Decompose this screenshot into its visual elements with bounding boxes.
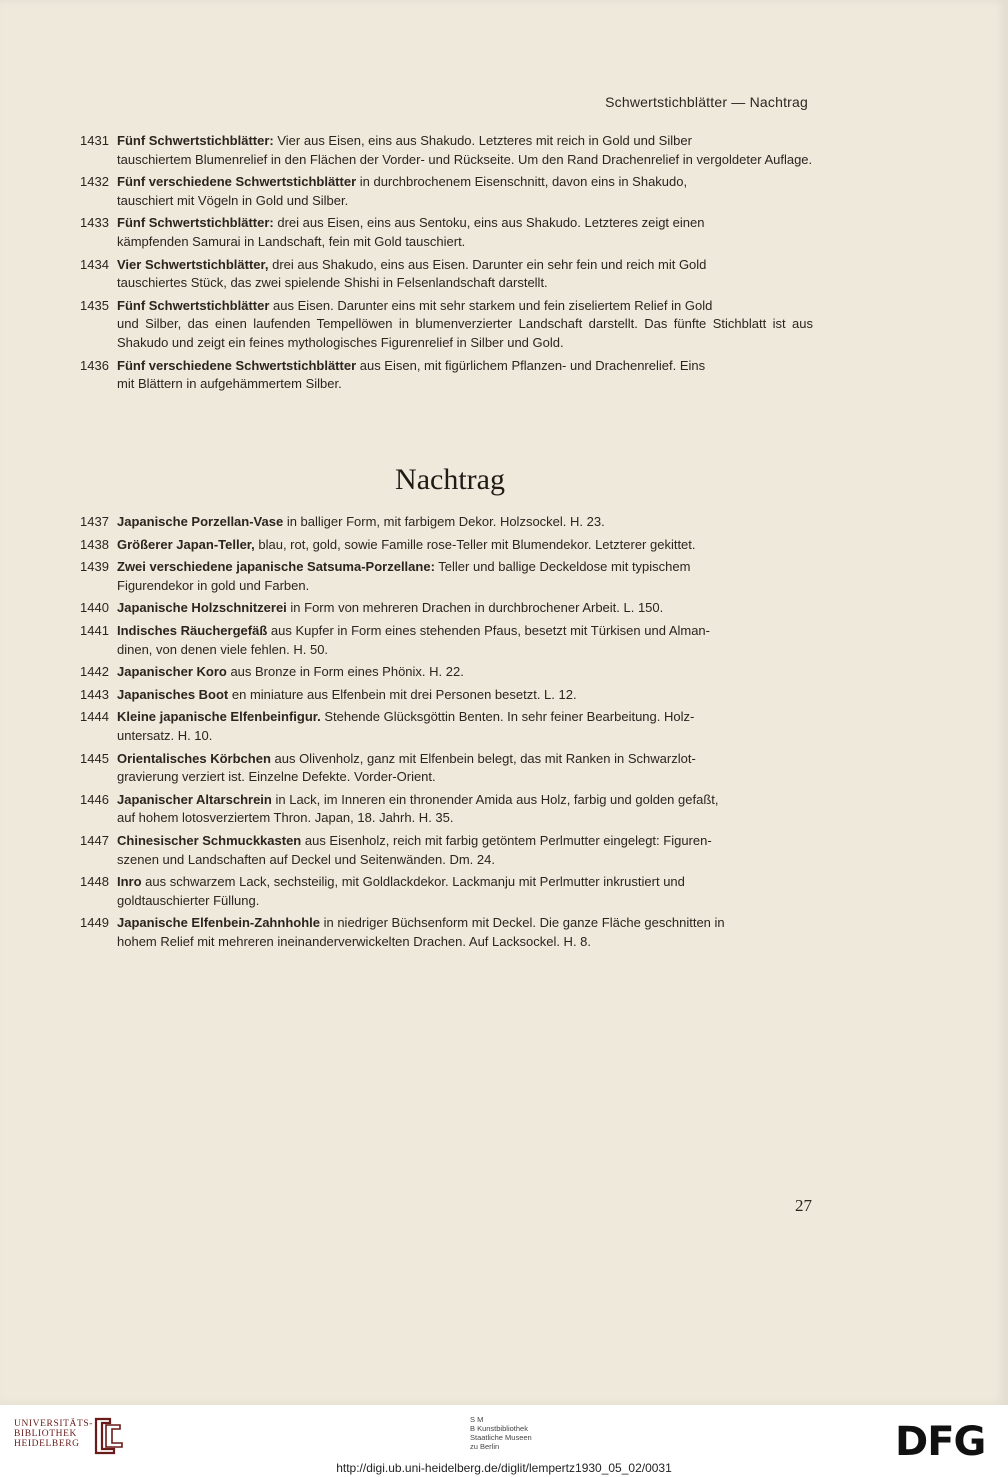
entry-text: aus schwarzem Lack, sechsteilig, mit Goldlackdekor. Lackmanju mit Perlmutter inkrustiert und xyxy=(141,874,685,890)
entry-text: in balliger Form, mit farbigem Dekor. Holzsockel. H. 23. xyxy=(283,514,605,529)
museum-stamp xyxy=(470,1415,532,1451)
running-head: Schwertstichblätter — Nachtrag xyxy=(605,94,808,110)
entry-continuation: goldtauschierter Füllung. xyxy=(117,892,260,908)
catalog-entry xyxy=(80,832,813,869)
stamp-line: Staatliche Museen xyxy=(470,1433,532,1442)
source-url[interactable]: http://digi.ub.uni-heidelberg.de/diglit/lempertz1930_05_02/0031 xyxy=(336,1461,672,1475)
page-number: 27 xyxy=(795,1196,812,1215)
library-logo-icon xyxy=(92,1415,126,1455)
entry-number: 1435 xyxy=(80,297,109,313)
catalog-entry xyxy=(80,297,813,353)
entry-number: 1449 xyxy=(80,915,109,931)
catalog-entry xyxy=(80,750,813,787)
entry-title: Japanische Porzellan-Vase xyxy=(117,514,284,529)
entry-title: Fünf verschiedene Schwertstichblätter xyxy=(117,357,357,373)
entry-number: 1444 xyxy=(80,709,109,725)
entry-text: in durchbrochenem Eisenschnitt, davon eins in Shakudo, xyxy=(356,174,688,190)
entry-number: 1443 xyxy=(80,686,109,702)
catalog-entry xyxy=(80,558,813,595)
entry-title: Kleine japanische Elfenbeinfigur. xyxy=(117,709,321,725)
catalog-entry xyxy=(80,214,813,251)
entry-title: Japanischer Koro xyxy=(117,664,227,680)
entry-number: 1439 xyxy=(80,559,109,575)
entry-number: 1438 xyxy=(80,536,109,552)
library-line: BIBLIOTHEK xyxy=(14,1429,77,1439)
catalog-entry xyxy=(80,708,813,745)
entry-text: blau, rot, gold, sowie Famille rose-Teller mit Blumendekor. Letzterer gekittet. xyxy=(254,536,696,552)
entry-text: in niedriger Büchsenform mit Deckel. Die ganze Fläche geschnitten in xyxy=(319,915,725,931)
entry-title: Fünf Schwertstichblätter: xyxy=(117,215,274,231)
entry-text: aus Olivenholz, ganz mit Elfenbein belegt, das mit Ranken in Schwarzlot- xyxy=(270,750,696,766)
entry-list-nachtrag xyxy=(80,513,813,955)
entry-continuation: gravierung verziert ist. Einzelne Defekte. Vorder-Orient. xyxy=(117,769,436,785)
entry-continuation: tauschiertes Stück, das zwei spielende Shishi in Felsenlandschaft darstellt. xyxy=(117,275,548,291)
catalog-entry xyxy=(80,513,813,532)
entry-title: Fünf Schwertstichblätter xyxy=(117,297,270,313)
entry-title: Japanische Elfenbein-Zahnhohle xyxy=(117,915,320,931)
entry-title: Fünf Schwertstichblätter: xyxy=(117,133,274,148)
entry-number: 1441 xyxy=(80,622,109,638)
entry-title: Japanischer Altarschrein xyxy=(117,791,272,807)
entry-number: 1432 xyxy=(80,174,109,190)
entry-continuation: hohem Relief mit mehreren ineinanderverwickelten Drachen. Auf Lacksockel. H. 8. xyxy=(117,933,592,949)
entry-text: Stehende Glücksgöttin Benten. In sehr feiner Bearbeitung. Holz- xyxy=(320,709,695,725)
library-line: HEIDELBERG xyxy=(14,1439,80,1449)
entry-number: 1446 xyxy=(80,791,109,807)
entry-title: Japanische Holzschnitzerei xyxy=(117,600,287,616)
entry-title: Fünf verschiedene Schwertstichblätter xyxy=(117,174,357,190)
catalog-entry xyxy=(80,599,813,618)
catalog-entry xyxy=(80,256,813,293)
entry-text: en miniature aus Elfenbein mit drei Personen besetzt. L. 12. xyxy=(228,686,577,702)
entry-continuation: mit Blättern in aufgehämmertem Silber. xyxy=(117,376,342,392)
section-title: Nachtrag xyxy=(395,463,505,496)
catalog-entry xyxy=(80,132,813,169)
entry-title: Indisches Räuchergefäß xyxy=(117,622,268,638)
entry-title: Inro xyxy=(117,874,142,890)
library-logo-text xyxy=(14,1419,93,1449)
entry-number: 1440 xyxy=(80,600,109,616)
entry-text: drei aus Eisen, eins aus Sentoku, eins aus Shakudo. Letzteres zeigt einen xyxy=(273,215,705,231)
entry-number: 1442 xyxy=(80,664,109,680)
catalog-entry xyxy=(80,173,813,210)
dfg-logo: DFG xyxy=(895,1419,986,1465)
catalog-entry xyxy=(80,622,813,659)
entry-title: Vier Schwertstichblätter, xyxy=(117,256,269,272)
entry-text: Vier aus Eisen, eins aus Shakudo. Letzteres mit reich in Gold und Silber xyxy=(273,133,692,148)
entry-number: 1437 xyxy=(80,514,109,529)
entry-continuation: dinen, von denen viele fehlen. H. 50. xyxy=(117,641,329,657)
entry-number: 1447 xyxy=(80,832,109,848)
entry-text: aus Bronze in Form eines Phönix. H. 22. xyxy=(226,664,464,680)
library-line: UNIVERSITÄTS- xyxy=(14,1419,94,1429)
stamp-line: B Kunstbibliothek xyxy=(470,1424,528,1433)
entry-continuation: auf hohem lotosverziertem Thron. Japan, 18. Jahrh. H. 35. xyxy=(117,810,454,826)
entry-text: aus Eisen. Darunter eins mit sehr starkem und fein ziseliertem Relief in Gold xyxy=(269,297,713,313)
catalog-entry xyxy=(80,357,813,394)
entry-number: 1433 xyxy=(80,215,109,231)
entry-continuation: tauschiert mit Vögeln in Gold und Silber. xyxy=(117,192,349,208)
entry-number: 1445 xyxy=(80,750,109,766)
entry-title: Japanisches Boot xyxy=(117,686,229,702)
entry-number: 1448 xyxy=(80,874,109,890)
catalog-entry xyxy=(80,536,813,555)
entry-number: 1431 xyxy=(80,133,109,148)
entry-continuation: Figurendekor in gold und Farben. xyxy=(117,577,310,593)
entry-text: aus Eisenholz, reich mit farbig getöntem Perlmutter eingelegt: Figuren- xyxy=(301,832,712,848)
catalog-entry xyxy=(80,791,813,828)
catalog-entry xyxy=(80,686,813,705)
catalog-entry xyxy=(80,663,813,682)
entry-text: aus Kupfer in Form eines stehenden Pfaus, besetzt mit Türkisen und Alman- xyxy=(267,622,710,638)
entry-text: in Form von mehreren Drachen in durchbrochener Arbeit. L. 150. xyxy=(286,600,664,616)
entry-continuation: tauschiertem Blumenrelief in den Flächen der Vorder- und Rückseite. Um den Rand Drachenrelief in vergoldeter Auflage. xyxy=(117,151,813,167)
entry-text: drei aus Shakudo, eins aus Eisen. Darunter ein sehr fein und reich mit Gold xyxy=(268,256,707,272)
entry-continuation: szenen und Landschaften auf Deckel und Seitenwänden. Dm. 24. xyxy=(117,851,495,867)
entry-title: Größerer Japan-Teller, xyxy=(117,536,255,552)
entry-continuation: untersatz. H. 10. xyxy=(117,727,213,743)
entry-list-schwertstichblaetter xyxy=(80,132,813,398)
entry-title: Zwei verschiedene japanische Satsuma-Porzellane: xyxy=(117,559,435,575)
entry-title: Orientalisches Körbchen xyxy=(117,750,271,766)
entry-continuation: kämpfenden Samurai in Landschaft, fein mit Gold tauschiert. xyxy=(117,233,466,249)
stamp-line: S M xyxy=(470,1415,484,1424)
entry-text: aus Eisen, mit figürlichem Pflanzen- und Drachenrelief. Eins xyxy=(356,357,706,373)
catalog-entry xyxy=(80,873,813,910)
entry-text: in Lack, im Inneren ein thronender Amida aus Holz, farbig und golden gefaßt, xyxy=(271,791,719,807)
entry-continuation: und Silber, das einen laufenden Tempellöwen in blumenverzierter Landschaft darstellt. Das fünfte Stichblatt ist aus Shakudo und zeigt ein feines mythologisches Figurenrelief in Silber und Gold. xyxy=(117,316,813,350)
viewer-footer xyxy=(0,1405,1008,1477)
stamp-line: zu Berlin xyxy=(470,1442,500,1451)
entry-number: 1436 xyxy=(80,357,109,373)
entry-number: 1434 xyxy=(80,256,109,272)
entry-text: Teller und ballige Deckeldose mit typischem xyxy=(434,559,691,575)
catalog-entry xyxy=(80,914,813,951)
entry-title: Chinesischer Schmuckkasten xyxy=(117,832,302,848)
